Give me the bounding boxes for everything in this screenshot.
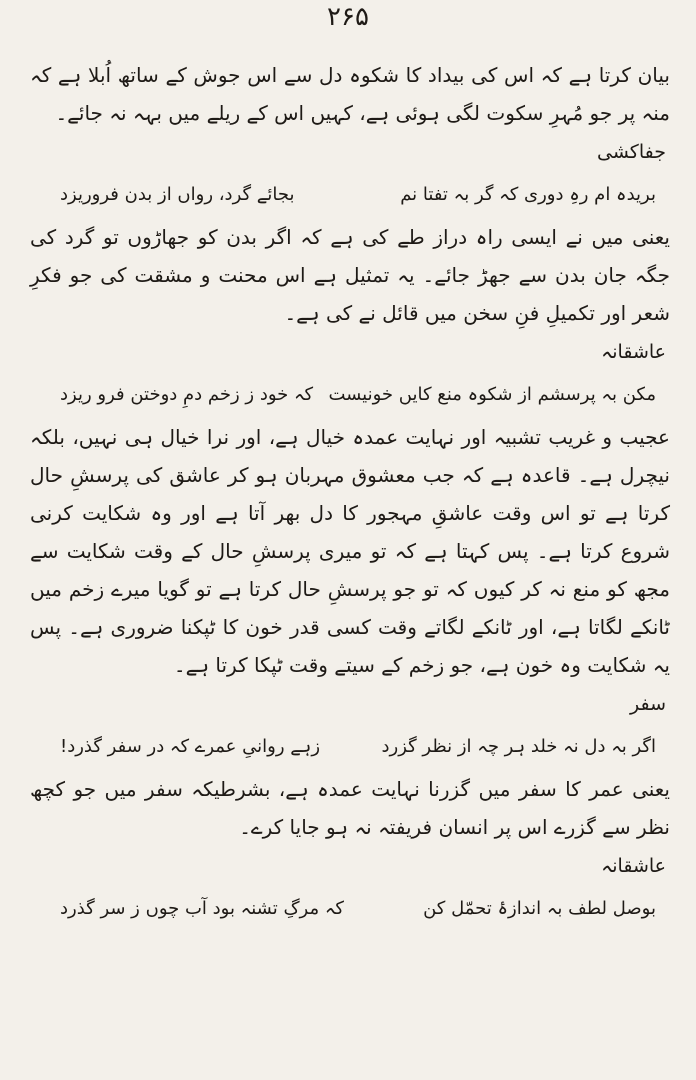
page-body [30, 56, 670, 932]
verse-hemistich-first: بریدہ ام رہِ دوری کہ گر بہ تفتا نم [400, 184, 656, 205]
paragraph: عجیب و غریب تشبیہ اور نہایت عمدہ خیال ہے، اور نرا خیال ہی نہیں، بلکہ نیچرل ہے۔ قاعدہ ہے کہ جب معشوق مہربان ہو کر عاشق کی پرسشِ حال کرتا ہے تو اس وقت عاشقِ مہجور کا دل بھر آتا ہے اور وہ شکایت کرنی شروع کرتا ہے۔ پس کہتا ہے کہ تو میری پرسشِ حال کے وقت شکایت سے مجھ کو منع نہ کر کیوں کہ تو جو پرسشِ حال کرتا ہے تو گویا میرے زخم میں ٹانکے لگاتا ہے، اور ٹانکے لگاتے وقت کسی قدر خون کا ٹپکنا ضروری ہے۔ پس یہ شکایت وہ خون ہے، جو زخم کے سیتے وقت ٹپکا کرتا ہے۔ [30, 425, 670, 677]
section-heading: سفر [629, 693, 666, 715]
verse-hemistich-second: بجائے گرد، رواں از بدن فروریزد [60, 184, 295, 205]
section-heading: جفاکشی [597, 141, 666, 163]
verse-couplet [30, 172, 670, 218]
verse-hemistich-second: کہ خود ز زخم دمِ دوختن فرو ریزد [60, 384, 314, 405]
verse-hemistich-second: زہے روانیِ عمرے کہ در سفر گذرد! [60, 736, 321, 757]
section-heading: عاشقانہ [601, 855, 666, 877]
verse-couplet [30, 372, 670, 418]
paragraph: بیان کرتا ہے کہ اس کی بیداد کا شکوہ دل سے اس جوش کے ساتھ اُبلا ہے کہ منہ پر جو مُہرِ سکوت لگی ہوئی ہے، کہیں اس کے ریلے میں بہہ نہ جائے۔ [30, 63, 670, 125]
verse-hemistich-first: اگر بہ دل نہ خلد ہر چہ از نظر گزرد [381, 736, 656, 757]
verse-hemistich-second: کہ مرگِ تشنہ بود آب چوں ز سر گذرد [60, 898, 344, 919]
verse-couplet [30, 886, 670, 932]
verse-hemistich-first: بوصل لطف بہ اندازۂ تحمّل کن [423, 898, 656, 919]
section-heading: عاشقانہ [601, 341, 666, 363]
verse-hemistich-first: مکن بہ پرسشم از شکوہ منع کایں خونیست [328, 384, 656, 405]
verse-couplet [30, 724, 670, 770]
paragraph: یعنی عمر کا سفر میں گزرنا نہایت عمدہ ہے، بشرطیکہ سفر میں جو کچھ نظر سے گزرے اس پر انسان فریفتہ نہ ہو جایا کرے۔ [30, 777, 670, 839]
page-number: ۲۶۵ [327, 2, 369, 32]
paragraph: یعنی میں نے ایسی راہ دراز طے کی ہے کہ اگر بدن کو جھاڑوں تو گرد کی جگہ جان بدن سے جھڑ جائے۔ یہ تمثیل ہے اس محنت و مشقت کی جو فکرِ شعر اور تکمیلِ فنِ سخن میں قائل نے کی ہے۔ [30, 225, 670, 325]
